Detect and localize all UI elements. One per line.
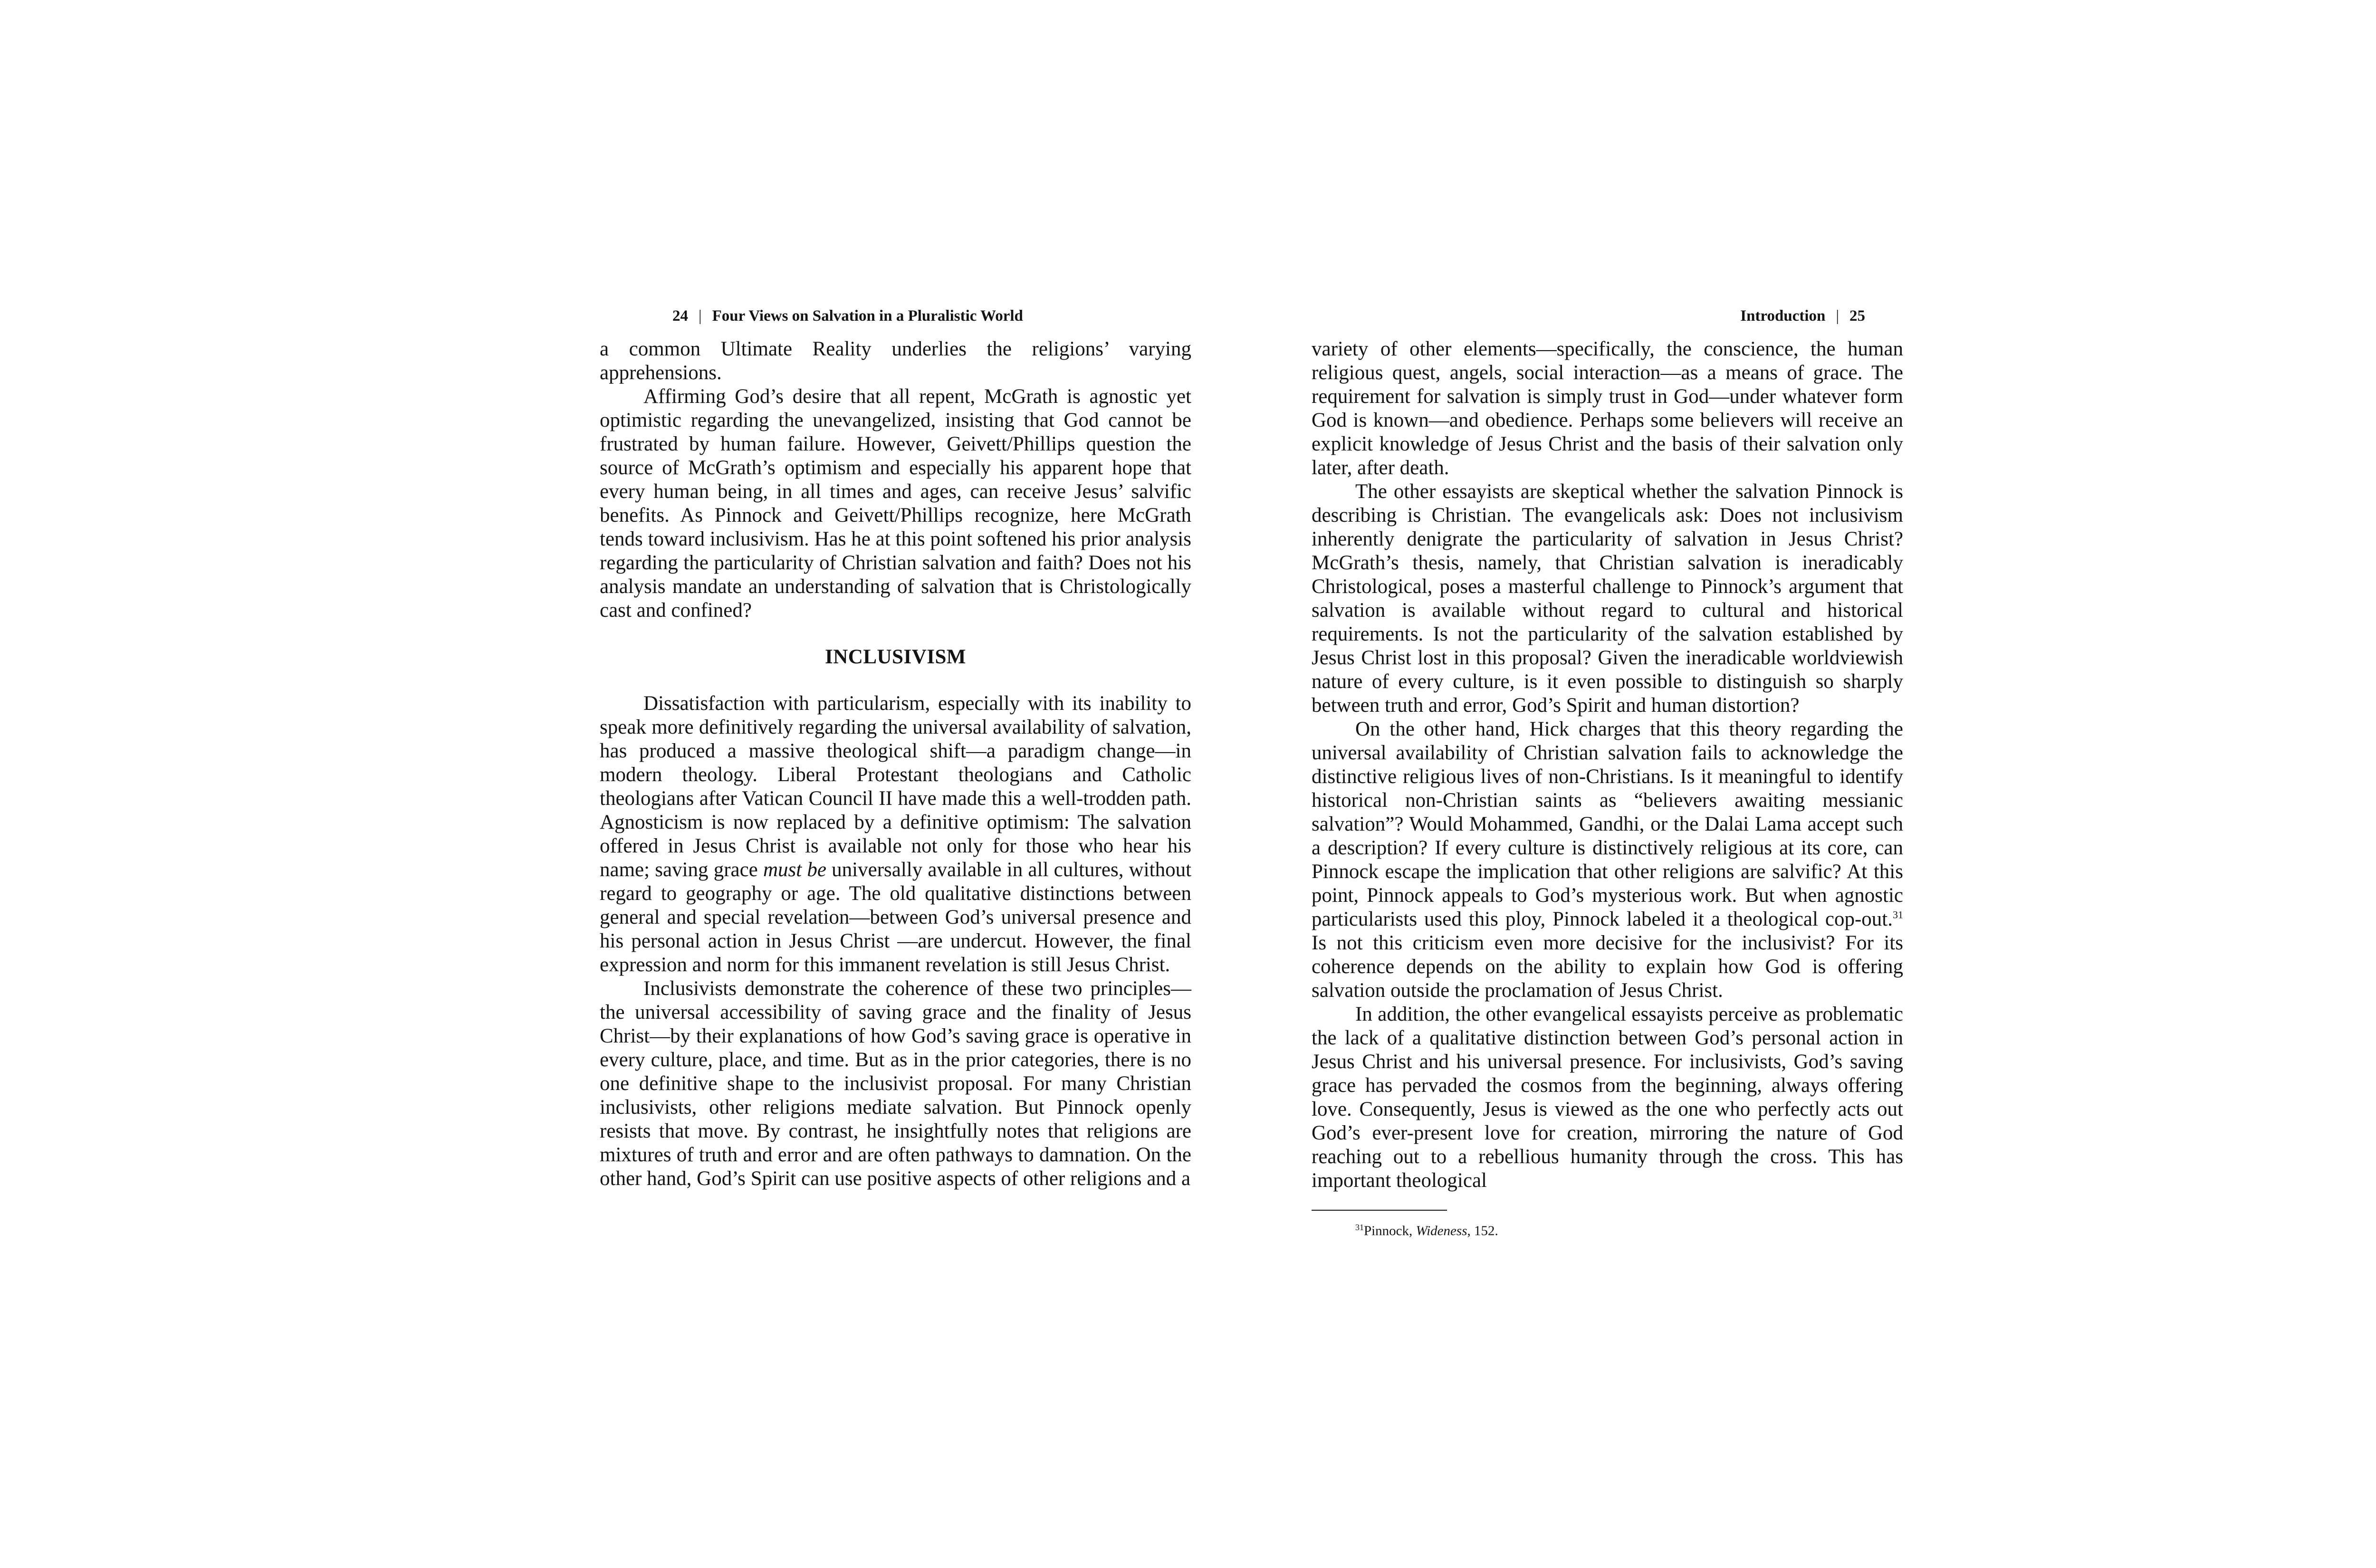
left-running-head: [600, 304, 1191, 337]
paragraph: In addition, the other evangelical essayists perceive as problematic the lack of a qualitative distinction between God’s personal action in Jesus Christ and his universal presence. For inclusivists, God’s saving grace has pervaded the cosmos from the beginning, always offering love. Consequently, Jesus is viewed as the one who perfectly acts out God’s ever-present love for creation, mirroring the nature of God reaching out to a rebellious humanity through the cross. This has important theological: [1312, 1003, 1903, 1192]
footnote-divider: [1312, 1210, 1447, 1211]
paragraph-text: Dissatisfaction with particularism, especially with its inability to speak more definitively regarding the universal availability of salvation, has produced a massive theological shift—a paradigm change—in modern theology. Liberal Protestant theologians and Catholic theologians after Vatican Council II have made this a well-trodden path. Agnosticism is now replaced by a definitive optimism: The salvation offered in Jesus Christ is available not only for those who hear his name; saving grace: [600, 692, 1191, 881]
left-page: [600, 304, 1191, 1191]
footnote-title: Wideness: [1416, 1223, 1467, 1239]
emphasis-text: must be: [763, 859, 826, 881]
running-head-title: Introduction: [1740, 307, 1826, 325]
page-number: 24: [672, 307, 688, 325]
paragraph-text: universally available in all cultures, without regard to geography or age. The old qualitative distinctions between general and special revelation—between God’s universal presence and his personal action in Jesus Christ —are undercut. However, the final expression and norm for this immanent revelation is still Jesus Christ.: [600, 859, 1192, 976]
footnote: [1312, 1218, 1903, 1240]
paragraph: Inclusivists demonstrate the coherence of these two principles—the universal accessibility of saving grace and the finality of Jesus Christ—by their explanations of how God’s saving grace is operative in every culture, place, and time. But as in the prior categories, there is no one definitive shape to the inclusivist proposal. For many Christian inclusivists, other religions mediate salvation. But Pinnock openly resists that move. By contrast, he insightfully notes that religions are mixtures of truth and error and are often pathways to damnation. On the other hand, God’s Spirit can use positive aspects of other religions and a: [600, 977, 1191, 1190]
paragraph: [1312, 717, 1903, 1003]
footnote-text: Pinnock,: [1364, 1223, 1416, 1239]
page-number: 25: [1849, 307, 1865, 325]
paragraph-text: Is not this criticism even more decisive for the inclusivist? For its coherence depends on the ability to explain how God is offering salvation outside the proclamation of Jesus Christ.: [1312, 932, 1903, 1002]
paragraph: Affirming God’s desire that all repent, McGrath is agnostic yet optimistic regarding the unevangelized, insisting that God cannot be frustrated by human failure. However, Geivett/Phillips question the source of McGrath’s optimism and especially his apparent hope that every human being, in all times and ages, can receive Jesus’ salvific benefits. As Pinnock and Geivett/Phillips recognize, here McGrath tends toward inclusivism. Has he at this point softened his prior analysis regarding the particularity of Christian salvation and faith? Does not his analysis mandate an understanding of salvation that is Christologically cast and confined?: [600, 385, 1191, 621]
right-running-head: [1312, 304, 1903, 337]
paragraph: variety of other elements—specifically, the conscience, the human religious quest, angels, social interaction—as a means of grace. The requirement for salvation is simply trust in God—under whatever form God is known—and obedience. Perhaps some believers will receive an explicit knowledge of Jesus Christ and the basis of their salvation only later, after death.: [1312, 338, 1903, 479]
left-body-text: [600, 337, 1191, 1191]
running-head-title: Four Views on Salvation in a Pluralistic World: [712, 307, 1023, 325]
section-heading: INCLUSIVISM: [824, 646, 966, 668]
footnote-text: , 152.: [1467, 1223, 1498, 1239]
paragraph: a common Ultimate Reality underlies the religions’ varying apprehensions.: [600, 338, 1191, 384]
running-head-separator: |: [699, 307, 702, 325]
paragraph-text: On the other hand, Hick charges that this theory regarding the universal availability of Christian salvation fails to acknowledge the distinctive religious lives of non-Christians. Is it meaningful to identify historical non-Christian saints as “believers awaiting messianic salvation”? Would Mohammed, Gandhi, or the Dalai Lama accept such a description? If every culture is distinctively religious at its core, can Pinnock escape the implication that other religions are salvific? At this point, Pinnock appeals to God’s mysterious work. But when agnostic particularists used this ploy, Pinnock labeled it a theological cop-out.: [1312, 718, 1903, 930]
footnote-reference: 31: [1893, 908, 1903, 921]
right-page: [1312, 304, 1903, 1240]
paragraph: [600, 692, 1191, 977]
right-body-text: [1312, 337, 1903, 1193]
paragraph: The other essayists are skeptical whether the salvation Pinnock is describing is Christian. The evangelicals ask: Does not inclusivism inherently denigrate the particularity of salvation in Jesus Christ? McGrath’s thesis, namely, that Christian salvation is ineradicably Christological, poses a masterful challenge to Pinnock’s argument that salvation is available without regard to cultural and historical requirements. Is not the particularity of the salvation established by Jesus Christ lost in this proposal? Given the ineradicable worldviewish nature of every culture, is it even possible to distinguish so sharply between truth and error, God’s Spirit and human distortion?: [1312, 480, 1903, 717]
running-head-separator: |: [1836, 307, 1839, 325]
footnote-number: 31: [1355, 1223, 1364, 1232]
